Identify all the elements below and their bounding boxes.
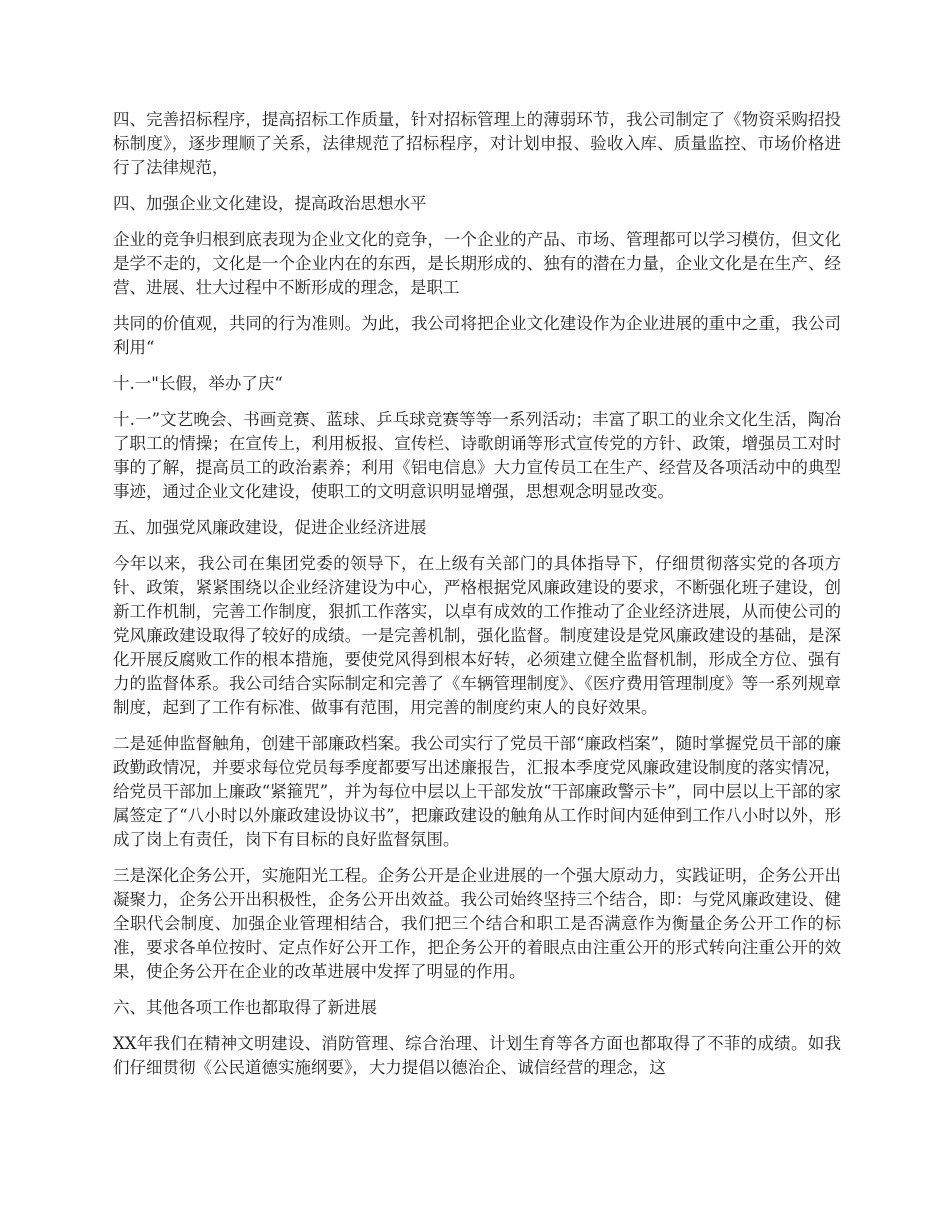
heading-party-integrity: 五、加强党风廉政建设，促进企业经济进展 <box>113 518 427 537</box>
paragraph-integrity-archive: 二是延伸监督触角，创建干部廉政档案。我公司实行了党员干部“廉政档案”，随时掌握党员干部的廉政勤政情况，并要求每位党员每季度都要写出述廉报告，汇报本季度党风廉政建设制度的落实情况，给党员干部加上廉政“紧箍咒”，并为每位中层以上干部发放“干部廉政警示卡”，同中层以上干部的家属签定了“八小时以外廉政建设协议书”，把廉政建设的触角从工作时间内延伸到工作八小时以外，形成了岗上有责任，岗下有目标的良好监督氛围。 <box>113 734 841 849</box>
heading-corporate-culture: 四、加强企业文化建设，提高政治思想水平 <box>113 194 427 213</box>
paragraph-shared-values: 共同的价值观，共同的行为准则。为此，我公司将把企业文化建设作为企业进展的重中之重，我公司利用“ <box>113 314 841 357</box>
paragraph-bidding-procedure: 四、完善招标程序，提高招标工作质量，针对招标管理上的薄弱环节，我公司制定了《物资采购招投标制度》，逐步理顺了关系，法律规范了招标程序，对计划申报、验收入库、质量监控、市场价格进行了法律规范， <box>113 110 841 177</box>
heading-other-work: 六、其他各项工作也都取得了新进展 <box>113 998 377 1017</box>
document-body <box>113 108 841 1092</box>
paragraph-culture-competition: 企业的竞争归根到底表现为企业文化的竞争，一个企业的产品、市场、管理都可以学习模仿，但文化是学不走的，文化是一个企业内在的东西，是长期形成的、独有的潜在力量，企业文化是在生产、经营、进展、壮大过程中不断形成的理念，是职工 <box>113 230 841 297</box>
paragraph-integrity-mechanism: 今年以来，我公司在集团党委的领导下，在上级有关部门的具体指导下，仔细贯彻落实党的各项方针、政策，紧紧围绕以企业经济建设为中心，严格根据党风廉政建设的要求，不断强化班子建设，创新工作机制，完善工作制度，狠抓工作落实，以卓有成效的工作推动了企业经济进展，从而使公司的党风廉政建设取得了较好的成绩。一是完善机制，强化监督。制度建设是党风廉政建设的基础，是深化开展反腐败工作的根本措施，要使党风得到根本好转，必须建立健全监督机制，形成全方位、强有力的监督体系。我公司结合实际制定和完善了《车辆管理制度》、《医疗费用管理制度》等一系列规章制度，起到了工作有标准、做事有范围，用完善的制度约束人的良好效果。 <box>113 554 841 717</box>
paragraph-affairs-disclosure: 三是深化企务公开，实施阳光工程。企务公开是企业进展的一个强大原动力，实践证明，企务公开出凝聚力，企务公开出积极性，企务公开出效益。我公司始终坚持三个结合，即：与党风廉政建设、健全职代会制度、加强企业管理相结合，我们把三个结合和职工是否满意作为衡量企务公开工作的标准，要求各单位按时、定点作好公开工作，把企务公开的着眼点由注重公开的形式转向注重公开的效果，使企务公开在企业的改革进展中发挥了明显的作用。 <box>113 866 841 981</box>
paragraph-other-achievements: XX年我们在精神文明建设、消防管理、综合治理、计划生育等各方面也都取得了不菲的成绩。如我们仔细贯彻《公民道德实施纲要》，大力提倡以德治企、诚信经营的理念，这 <box>113 1034 841 1077</box>
paragraph-cultural-activities: 十.一”文艺晚会、书画竞赛、蓝球、乒乓球竞赛等等一系列活动；丰富了职工的业余文化生活，陶冶了职工的情操；在宣传上，利用板报、宣传栏、诗歌朗诵等形式宣传党的方针、政策，增强员工对时事的了解，提高员工的政治素养；利用《铝电信息》大力宣传员工在生产、经营及各项活动中的典型事迹，通过企业文化建设，使职工的文明意识明显增强，思想观念明显改变。 <box>113 410 841 501</box>
paragraph-holiday: 十.一"长假，举办了庆“ <box>113 374 283 393</box>
